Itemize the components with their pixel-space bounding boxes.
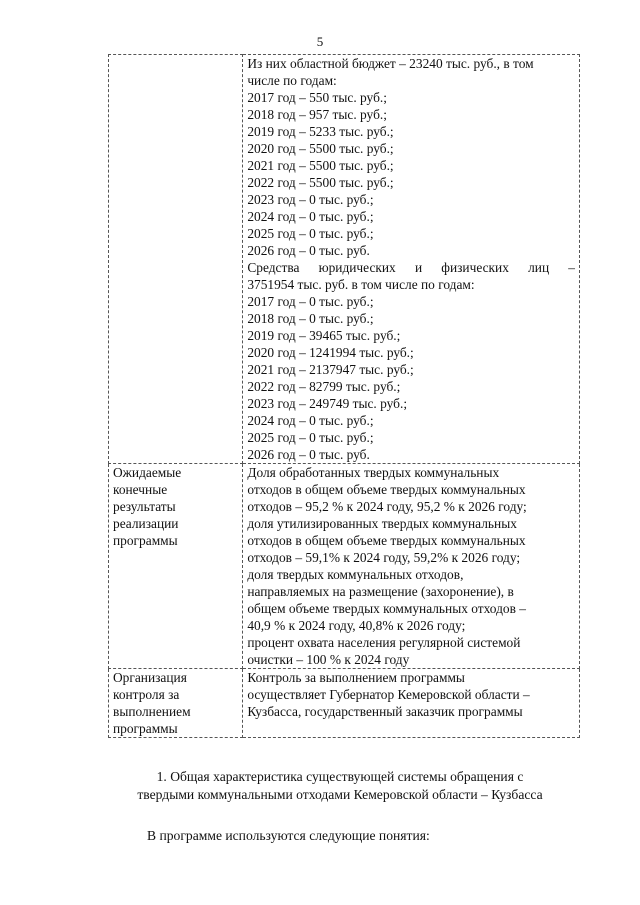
- results-line: очистки – 100 % к 2024 году: [247, 652, 410, 667]
- results-label-line: программы: [113, 533, 178, 548]
- table-row-control: [109, 669, 580, 738]
- control-line: Кузбасса, государственный заказчик программы: [247, 704, 523, 719]
- funding-label-cell: [109, 55, 243, 464]
- funding-line: 2017 год – 0 тыс. руб.;: [247, 294, 374, 309]
- funding-line: числе по годам:: [247, 73, 337, 88]
- control-value-cell: [243, 669, 580, 738]
- body-paragraph: В программе используются следующие понятия:: [147, 828, 430, 843]
- table-row-results: [109, 464, 580, 669]
- program-passport-table: [108, 54, 580, 738]
- results-line: отходов в общем объеме твердых коммунальных: [247, 482, 526, 497]
- funding-line: 2020 год – 5500 тыс. руб.;: [247, 141, 394, 156]
- control-label-line: контроля за: [113, 687, 180, 702]
- funding-line: 2019 год – 39465 тыс. руб.;: [247, 328, 401, 343]
- control-line: Контроль за выполнением программы: [247, 670, 465, 685]
- funding-line: 2022 год – 5500 тыс. руб.;: [247, 175, 394, 190]
- funding-line: 2026 год – 0 тыс. руб.: [247, 243, 370, 258]
- results-line: доля утилизированных твердых коммунальных: [247, 516, 517, 531]
- funding-line: Из них областной бюджет – 23240 тыс. руб., в том: [247, 56, 534, 71]
- funding-line: 2019 год – 5233 тыс. руб.;: [247, 124, 394, 139]
- funding-line: 2024 год – 0 тыс. руб.;: [247, 209, 374, 224]
- results-line: общем объеме твердых коммунальных отходов –: [247, 601, 526, 616]
- section-heading-line: твердыми коммунальными отходами Кемеровской области – Кузбасса: [137, 787, 543, 802]
- results-line: направляемых на размещение (захоронение), в: [247, 584, 514, 599]
- funding-line: 2021 год – 5500 тыс. руб.;: [247, 158, 394, 173]
- funding-line: 2026 год – 0 тыс. руб.: [247, 447, 370, 462]
- control-label-line: программы: [113, 721, 178, 736]
- funding-line: 2025 год – 0 тыс. руб.;: [247, 430, 374, 445]
- results-line: отходов – 59,1% к 2024 году, 59,2% к 2026 году;: [247, 550, 521, 565]
- results-line: отходов – 95,2 % к 2024 году, 95,2 % к 2026 году;: [247, 499, 527, 514]
- results-value-cell: [243, 464, 580, 669]
- results-line: 40,9 % к 2024 году, 40,8% к 2026 году;: [247, 618, 466, 633]
- results-label-cell: [109, 464, 243, 669]
- funding-line: 2024 год – 0 тыс. руб.;: [247, 413, 374, 428]
- funding-line: 2017 год – 550 тыс. руб.;: [247, 90, 387, 105]
- funding-line: 2023 год – 0 тыс. руб.;: [247, 192, 374, 207]
- page-number: 5: [316, 34, 324, 49]
- results-label-line: конечные: [113, 482, 168, 497]
- funding-value-cell: [243, 55, 580, 464]
- control-label-line: Организация: [113, 670, 187, 685]
- funding-line: Средства юридических и физических лиц –: [247, 260, 575, 275]
- funding-line: 3751954 тыс. руб. в том числе по годам:: [247, 277, 475, 292]
- funding-line: 2018 год – 957 тыс. руб.;: [247, 107, 387, 122]
- funding-line: 2020 год – 1241994 тыс. руб.;: [247, 345, 414, 360]
- funding-line: 2022 год – 82799 тыс. руб.;: [247, 379, 401, 394]
- table-row-funding: [109, 55, 580, 464]
- control-label-line: выполнением: [113, 704, 191, 719]
- section-heading-line: 1. Общая характеристика существующей системы обращения с: [156, 769, 524, 784]
- section-heading: [60, 768, 620, 804]
- funding-line: 2023 год – 249749 тыс. руб.;: [247, 396, 408, 411]
- control-label-cell: [109, 669, 243, 738]
- results-line: процент охвата населения регулярной системой: [247, 635, 521, 650]
- funding-line: 2021 год – 2137947 тыс. руб.;: [247, 362, 414, 377]
- control-line: осуществляет Губернатор Кемеровской области –: [247, 687, 530, 702]
- funding-line: 2025 год – 0 тыс. руб.;: [247, 226, 374, 241]
- results-label-line: результаты: [113, 499, 176, 514]
- results-line: Доля обработанных твердых коммунальных: [247, 465, 500, 480]
- results-label-line: Ожидаемые: [113, 465, 182, 480]
- results-label-line: реализации: [113, 516, 179, 531]
- funding-line: 2018 год – 0 тыс. руб.;: [247, 311, 374, 326]
- results-line: отходов в общем объеме твердых коммунальных: [247, 533, 526, 548]
- results-line: доля твердых коммунальных отходов,: [247, 567, 464, 582]
